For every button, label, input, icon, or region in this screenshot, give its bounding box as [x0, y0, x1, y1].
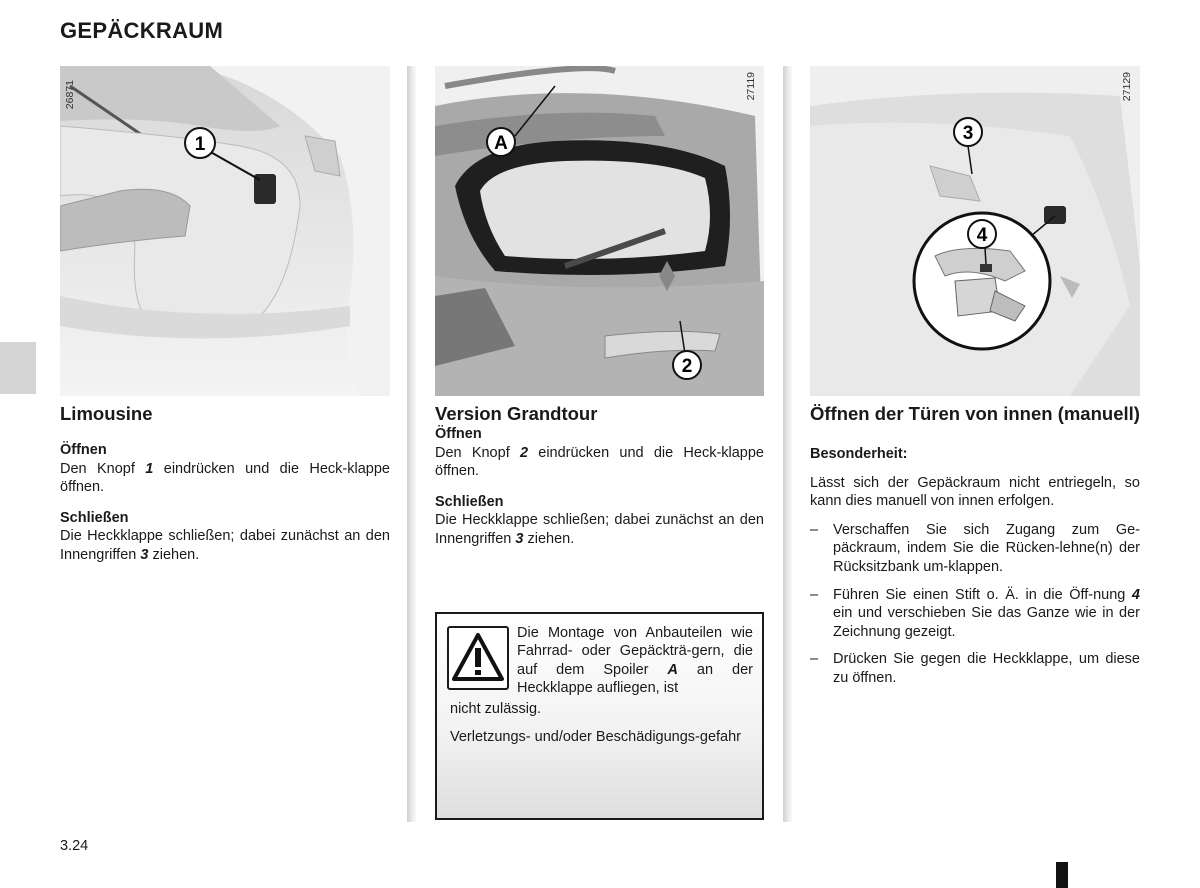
image-code: 27119 [745, 72, 757, 101]
page-title: GEPÄCKRAUM [60, 18, 224, 43]
callout-4: 4 [976, 225, 988, 246]
column-grandtour [435, 402, 764, 549]
dash: – [810, 586, 819, 603]
subheading-close: Schließen [60, 509, 129, 526]
callout-3: 3 [962, 123, 974, 144]
text: an der Heckklappe aufliegen, ist [517, 661, 753, 697]
image-code: 27129 [1121, 72, 1133, 102]
text: Den Knopf [60, 460, 146, 477]
tailgate-interior-illustration [810, 66, 1140, 396]
ref-number: 3 [515, 530, 524, 547]
paragraph-close [60, 527, 390, 564]
ref-number: 4 [1131, 586, 1140, 603]
text: Die Heckklappe schließen; dabei zunächst an den Innengriffen [435, 512, 764, 547]
text: eindrücken und die Heck-klappe öffnen. [435, 444, 764, 480]
chapter-tab [0, 342, 36, 394]
paragraph-open [60, 460, 390, 497]
text: ein und verschieben Sie das Ganze wie in der Zeichnung gezeigt. [833, 605, 1140, 640]
list-item [810, 586, 1140, 642]
warning-danger-text: Verletzungs- und/oder Beschädigungs-gefahr [450, 729, 741, 745]
ref-number: 3 [140, 546, 149, 563]
text: Den Knopf [435, 444, 520, 461]
warning-text [517, 624, 753, 698]
section-heading: Limousine [60, 403, 153, 424]
text: ziehen. [148, 546, 200, 563]
paragraph-intro: Lässt sich der Gepäckraum nicht entriegeln, so kann dies manuell von innen erfolgen. [810, 474, 1140, 510]
warning-box [435, 612, 764, 820]
column-divider [407, 66, 416, 822]
callout-2: 2 [681, 356, 693, 377]
page-corner-marker [1056, 862, 1068, 888]
warning-triangle-icon [447, 626, 509, 690]
text: Die Heckklappe schließen; dabei zunächst an den Innengriffen [60, 528, 390, 563]
text: Die Montage von Anbauteilen wie Fahrrad- oder Gepäckträ-gern, die auf dem Spoiler [517, 625, 753, 678]
sedan-rear-illustration [60, 66, 390, 396]
section-heading: Öffnen der Türen von innen (manuell) [810, 403, 1140, 424]
subheading-special: Besonderheit: [810, 446, 908, 462]
paragraph-open [435, 444, 764, 481]
ref-number: 1 [145, 460, 154, 477]
subheading-open: Öffnen [60, 442, 107, 458]
column-limousine [60, 402, 390, 565]
text: eindrücken und die Heck-klappe öffnen. [60, 460, 390, 496]
steps-list [810, 521, 1140, 688]
callout-1: 1 [194, 134, 206, 155]
text: Drücken Sie gegen die Heckklappe, um diese zu öffnen. [833, 651, 1140, 686]
section-heading: Version Grandtour [435, 403, 598, 424]
column-divider [783, 66, 792, 822]
list-item [810, 521, 1140, 577]
paragraph-close [435, 511, 764, 548]
text: ziehen. [523, 530, 575, 547]
subheading-open: Öffnen [435, 426, 482, 442]
list-item [810, 650, 1140, 687]
image-code: 26871 [64, 80, 76, 110]
dash: – [810, 651, 819, 668]
text: Verschaffen Sie sich Zugang zum Ge-päckraum, indem Sie die Rücken-lehne(n) der Rücksitzbank um-klappen. [833, 521, 1140, 575]
ref-letter: A [667, 661, 678, 678]
subheading-close: Schließen [435, 493, 504, 510]
callout-a: A [494, 133, 508, 154]
warning-text-cont: nicht zulässig. [450, 701, 542, 717]
page-number: 3.24 [60, 838, 89, 854]
dash: – [810, 521, 819, 538]
ref-number: 2 [519, 444, 529, 461]
column-inside-opening [810, 402, 1140, 697]
grandtour-rear-illustration [435, 66, 764, 396]
text: Führen Sie einen Stift o. Ä. in die Öff-nung [833, 586, 1132, 603]
